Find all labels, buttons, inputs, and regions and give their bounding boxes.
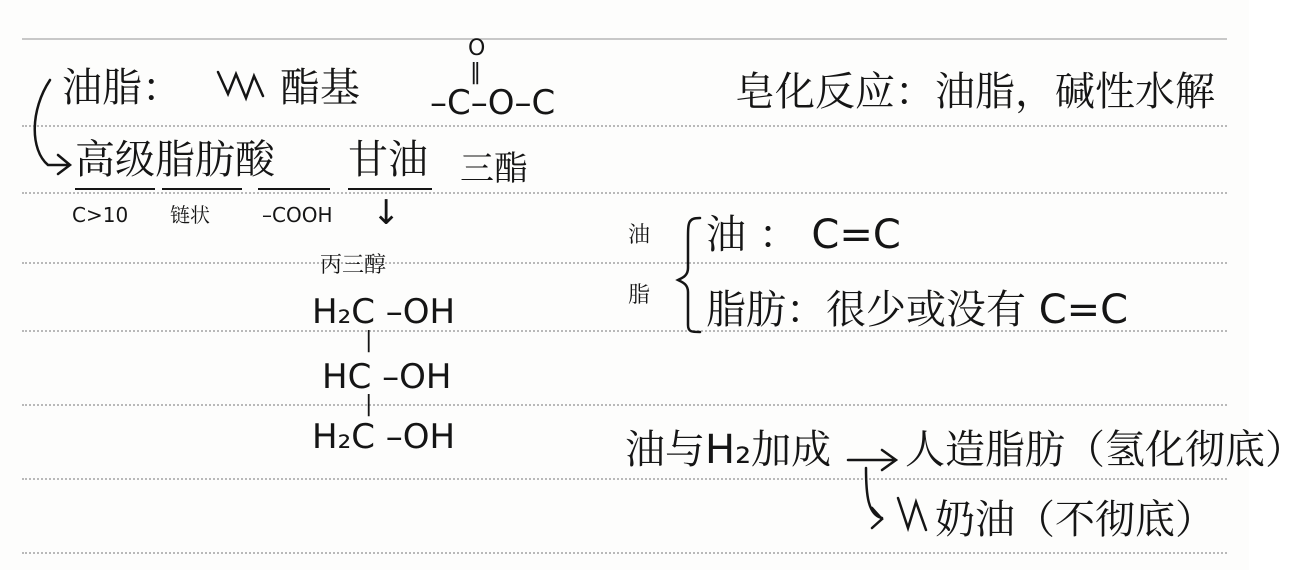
component-fatty-acid: 高级脂肪酸 <box>75 137 275 183</box>
oil-row: 油 ： C=C <box>706 212 901 258</box>
strikethrough-scribble <box>898 498 926 530</box>
ester-formula: –C–O–C <box>430 83 556 123</box>
curved-arrow-icon <box>866 468 882 528</box>
note-carbon-count: C>10 <box>72 203 129 227</box>
single-bond: | <box>365 328 373 353</box>
underline <box>348 188 432 190</box>
heading-oil-fat: 油脂： <box>62 65 182 111</box>
vertical-label-top: 油 <box>628 223 651 248</box>
ester-group-label: 酯基 <box>280 65 360 111</box>
carbonyl-oxygen: O <box>468 36 486 61</box>
note-carboxyl: –COOH <box>262 203 333 227</box>
glycerol-name: 丙三醇 <box>320 253 387 278</box>
glycerol-row: HC –OH <box>322 357 452 397</box>
fat-row: 脂肪：很少或没有 C=C <box>706 287 1129 333</box>
vertical-label-bottom: 脂 <box>628 283 651 308</box>
carbonyl-double-bond: ‖ <box>470 60 481 85</box>
glycerol-row: H₂C –OH <box>312 292 456 332</box>
glycerol-row: H₂C –OH <box>312 417 456 457</box>
component-glycerol: 甘油 <box>348 137 428 183</box>
ester-type: 三酯 <box>460 149 528 189</box>
bracket-icon <box>678 218 700 332</box>
strikethrough-scribble <box>218 72 263 98</box>
hydrogenation-label: 油与H₂加成 <box>625 427 832 473</box>
saponification-note: 皂化反应：油脂，碱性水解 <box>735 69 1215 115</box>
note-chain: 链状 <box>170 203 210 227</box>
product-partial: 奶油（不彻底） <box>935 497 1215 543</box>
arrow-right-icon <box>848 450 896 470</box>
product-full: 人造脂肪（氢化彻底） <box>905 427 1305 473</box>
arrow-down-icon: ↓ <box>372 193 401 233</box>
underline <box>75 188 155 190</box>
underline <box>258 188 330 190</box>
single-bond: | <box>365 392 373 417</box>
underline <box>162 188 242 190</box>
